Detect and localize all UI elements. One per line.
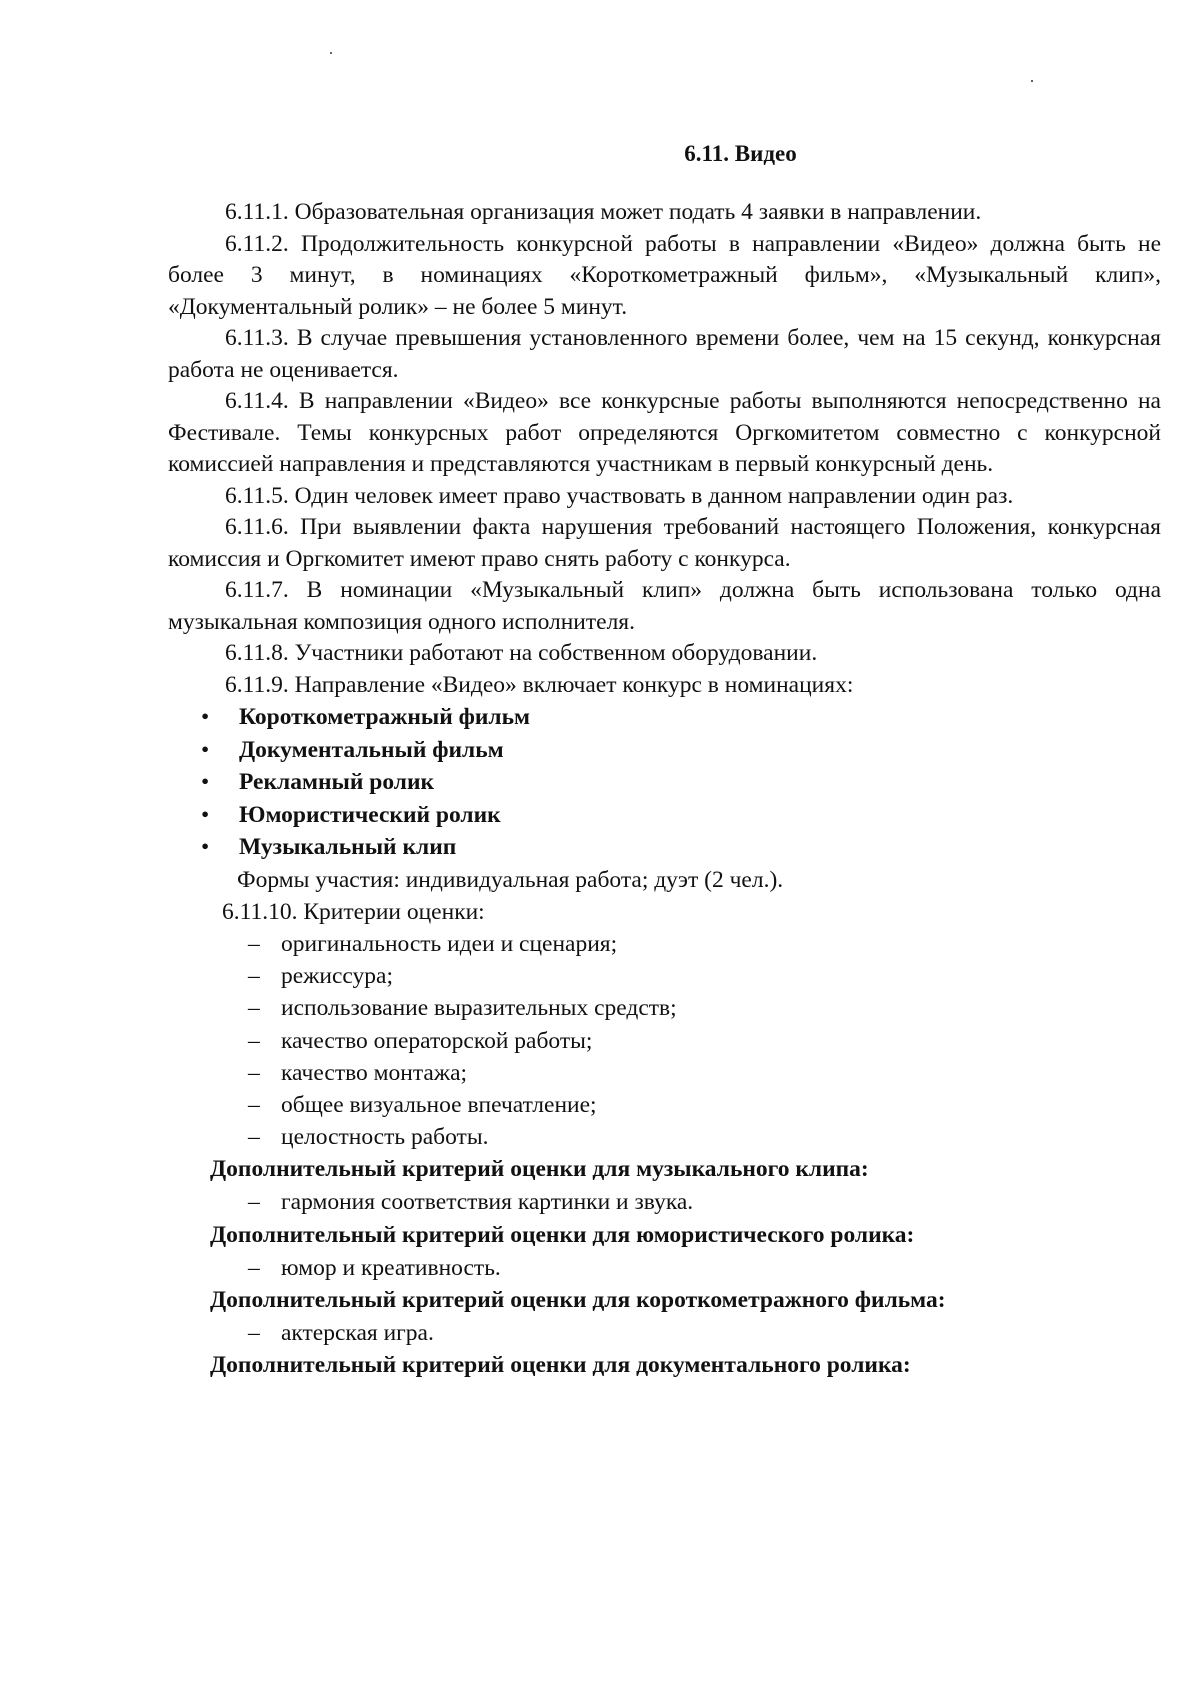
criteria-text: качество монтажа; (281, 1059, 468, 1086)
document-page (168, 138, 1161, 1382)
criteria-text: оригинальность идеи и сценария; (281, 931, 618, 957)
paragraph-6-11-7: 6.11.7. В номинации «Музыкальный клип» должна быть использована только одна музыкальная композиция одного исполнителя. (168, 577, 1161, 635)
criteria-item (168, 1121, 1161, 1153)
criteria-item (168, 1089, 1161, 1121)
bullet-icon: • (201, 801, 210, 828)
extra-criterion-text: юмор и креативность. (281, 1254, 501, 1281)
nomination-label: Документальный фильм (239, 736, 504, 763)
scan-speck (1031, 80, 1033, 82)
bullet-icon: • (201, 704, 210, 730)
extra-criterion-text: гармония соответствия картинки и звука. (281, 1189, 694, 1216)
participation-forms: Формы участия: индивидуальная работа; дуэт (2 чел.). (237, 866, 784, 893)
criteria-text: режиссура; (281, 963, 394, 990)
extra-criterion-item (168, 1186, 1161, 1218)
dash-icon: – (248, 963, 260, 990)
dash-icon: – (248, 1124, 260, 1151)
dash-icon: – (248, 995, 260, 1022)
dash-icon: – (248, 1319, 260, 1346)
dash-icon: – (248, 1059, 260, 1086)
extra-criterion-text: актерская игра. (281, 1319, 434, 1346)
criteria-title: 6.11.10. Критерии оценки: (222, 898, 485, 925)
paragraph-6-11-2: 6.11.2. Продолжительность конкурсной работы в направлении «Видео» должна быть не более 3 минут, в номинациях «Короткометражный фильм», «Музыкальный клип», «Документальный ролик» – не более 5 минут. (168, 230, 1161, 320)
nomination-label: Юмористический ролик (239, 801, 501, 828)
criteria-item (168, 1025, 1161, 1057)
paragraph-6-11-3: 6.11.3. В случае превышения установленного времени более, чем на 15 секунд, конкурсная работа не оценивается. (168, 325, 1161, 383)
paragraph-6-11-9: 6.11.9. Направление «Видео» включает конкурс в номинациях: (225, 671, 854, 698)
criteria-text: использование выразительных средств; (281, 995, 677, 1022)
dash-icon: – (248, 1027, 260, 1054)
criteria-text: общее визуальное впечатление; (281, 1092, 597, 1119)
criteria-item (168, 960, 1161, 992)
nomination-label: Короткометражный фильм (239, 704, 531, 730)
extra-criterion-title-humor: Дополнительный критерий оценки для юмористического ролика: (210, 1221, 915, 1248)
section-title: 6.11. Видео (684, 141, 797, 166)
nomination-item (168, 701, 1161, 734)
extra-criterion-item (168, 1317, 1161, 1349)
scan-speck (330, 52, 332, 54)
nomination-item (168, 766, 1161, 799)
bullet-icon: • (201, 736, 210, 763)
dash-icon: – (248, 1254, 260, 1281)
bullet-icon: • (201, 834, 210, 860)
dash-icon: – (248, 931, 260, 957)
dash-icon: – (248, 1092, 260, 1119)
extra-criterion-list-short-film (168, 1317, 1161, 1349)
criteria-text: качество операторской работы; (281, 1027, 593, 1054)
extra-criterion-title-music-clip: Дополнительный критерий оценки для музыкального клипа: (210, 1156, 869, 1183)
nomination-item (168, 734, 1161, 767)
paragraph-6-11-1: 6.11.1. Образовательная организация может подать 4 заявки в направлении. (225, 199, 982, 225)
criteria-list (168, 928, 1161, 1153)
extra-criterion-list-music-clip (168, 1186, 1161, 1218)
nomination-item (168, 799, 1161, 832)
criteria-item (168, 1057, 1161, 1089)
nomination-label: Рекламный ролик (239, 769, 435, 795)
criteria-item (168, 928, 1161, 960)
extra-criterion-title-short-film: Дополнительный критерий оценки для короткометражного фильма: (210, 1286, 946, 1313)
dash-icon: – (248, 1189, 260, 1216)
criteria-text: целостность работы. (281, 1124, 489, 1151)
criteria-item (168, 992, 1161, 1024)
extra-criterion-item (168, 1252, 1161, 1284)
nomination-item (168, 831, 1161, 864)
bullet-icon: • (201, 769, 210, 795)
nomination-label: Музыкальный клип (239, 834, 457, 860)
extra-criterion-title-documentary: Дополнительный критерий оценки для документального ролика: (210, 1352, 911, 1379)
paragraph-6-11-8: 6.11.8. Участники работают на собственном оборудовании. (225, 640, 818, 666)
paragraph-6-11-4: 6.11.4. В направлении «Видео» все конкурсные работы выполняются непосредственно на Фестивале. Темы конкурсных работ определяются Оргкомитетом совместно с конкурсной комиссией направления и представляются участникам в первый конкурсный день. (168, 388, 1161, 477)
extra-criterion-list-humor (168, 1252, 1161, 1284)
nominations-list (168, 701, 1161, 864)
paragraph-6-11-6: 6.11.6. При выявлении факта нарушения требований настоящего Положения, конкурсная комиссия и Оргкомитет имеют право снять работу с конкурса. (168, 514, 1161, 572)
paragraph-6-11-5: 6.11.5. Один человек имеет право участвовать в данном направлении один раз. (225, 482, 1014, 509)
